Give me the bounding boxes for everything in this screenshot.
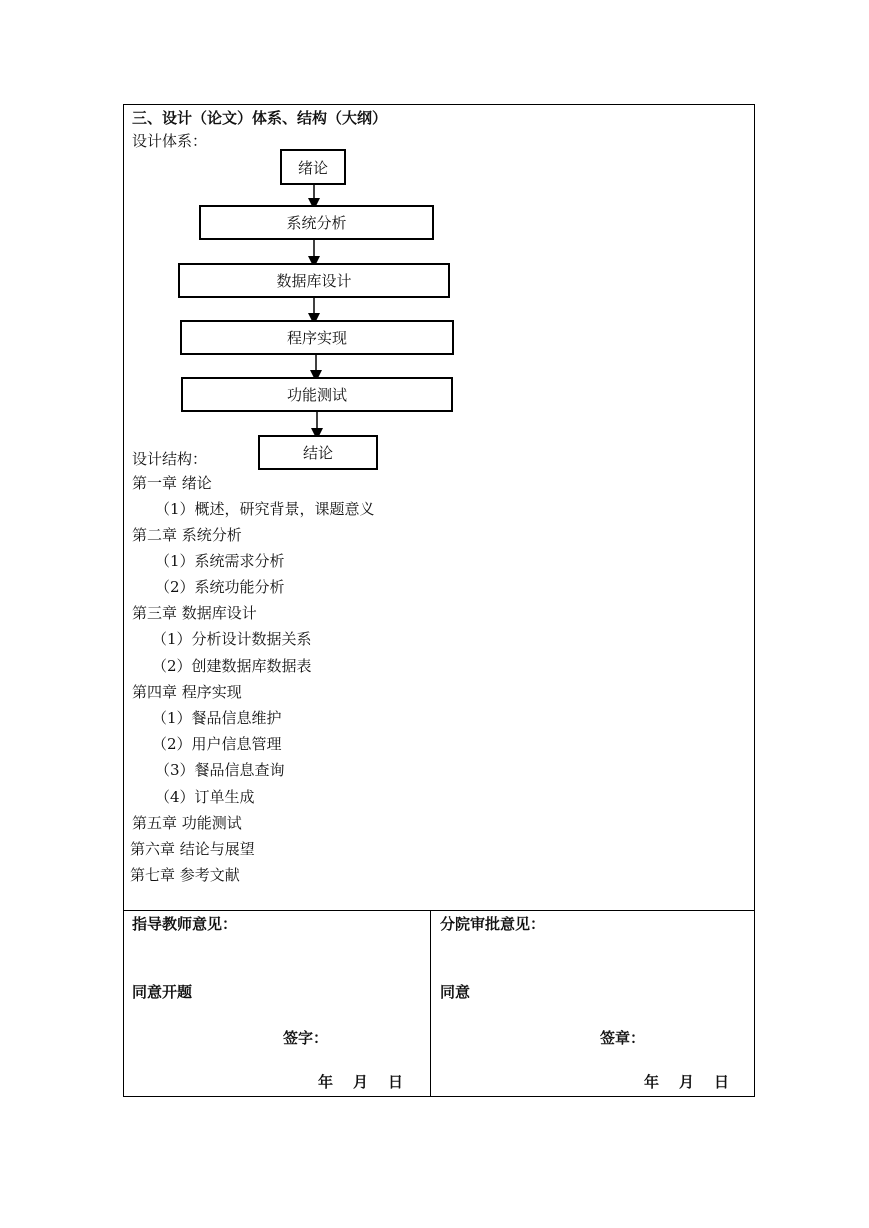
section-heading: 三、设计（论文）体系、结构（大纲）	[132, 109, 388, 127]
design-structure-label: 设计结构：	[132, 450, 208, 468]
outline-item: （1）系统需求分析	[155, 552, 285, 570]
flow-step-label: 结论	[302, 444, 333, 462]
flow-step-label: 数据库设计	[276, 272, 352, 290]
outline-chapter: 第六章 结论与展望	[130, 840, 255, 858]
flow-step-system-analysis	[199, 205, 434, 240]
flow-step-introduction	[280, 149, 346, 185]
outline-item: （1）概述，研究背景，课题意义	[155, 500, 375, 518]
flow-step-label: 系统分析	[286, 214, 347, 232]
outline-item: （4）订单生成	[155, 788, 255, 806]
advisor-date-month: 月	[353, 1073, 369, 1091]
outline-chapter: 第三章 数据库设计	[132, 604, 257, 622]
flow-step-implementation	[180, 320, 454, 355]
advisor-opinion-title: 指导教师意见：	[132, 915, 238, 933]
advisor-date-day: 日	[388, 1073, 404, 1091]
advisor-opinion-text: 同意开题	[132, 983, 193, 1001]
flow-step-database-design	[178, 263, 450, 298]
outline-chapter: 第二章 系统分析	[132, 526, 242, 544]
outline-item: （2）用户信息管理	[152, 735, 282, 753]
outline-item: （2）系统功能分析	[155, 578, 285, 596]
outline-chapter: 第七章 参考文献	[130, 866, 240, 884]
flow-step-label: 功能测试	[286, 386, 347, 404]
department-date-month: 月	[679, 1073, 695, 1091]
department-date-day: 日	[714, 1073, 730, 1091]
outline-item: （3）餐品信息查询	[155, 761, 285, 779]
department-opinion-title: 分院审批意见：	[440, 915, 546, 933]
outline-chapter: 第五章 功能测试	[132, 814, 242, 832]
advisor-date-year: 年	[318, 1073, 334, 1091]
department-opinion-text: 同意	[440, 983, 471, 1001]
flow-step-label: 绪论	[297, 158, 328, 177]
outline-item: （1）分析设计数据关系	[152, 630, 312, 648]
flow-step-function-test	[181, 377, 453, 412]
outline-item: （1）餐品信息维护	[152, 709, 282, 727]
department-sign-label: 签章：	[600, 1029, 646, 1047]
outline-chapter: 第四章 程序实现	[132, 683, 242, 701]
advisor-sign-label: 签字：	[283, 1029, 329, 1047]
flow-step-conclusion	[258, 435, 378, 470]
outline-item: （2）创建数据库数据表	[152, 657, 312, 675]
outline-chapter: 第一章 绪论	[132, 474, 212, 492]
flow-step-label: 程序实现	[286, 329, 347, 347]
design-system-label: 设计体系：	[132, 132, 208, 150]
department-date-year: 年	[644, 1073, 660, 1091]
